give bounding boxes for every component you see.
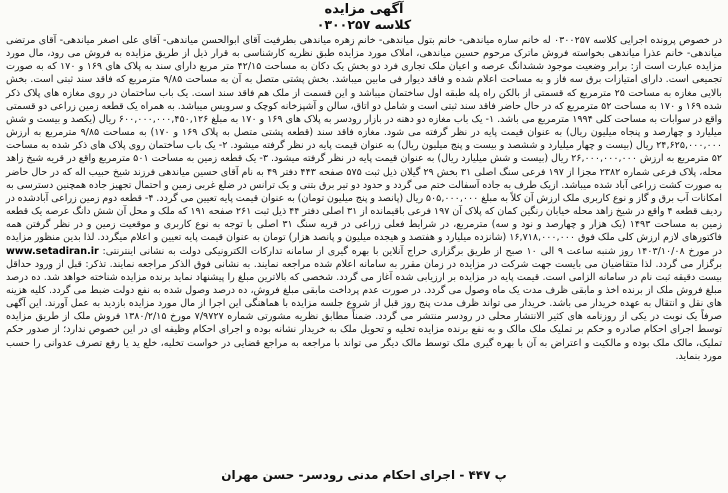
case-number: کلاسه ۰۳۰۰۲۵۷ <box>316 17 412 32</box>
website-link[interactable]: www.setadiran.ir <box>6 245 99 257</box>
notice-title: آگهی مزایده <box>324 2 404 17</box>
notice-body-part-1: در خصوص پرونده اجرایی کلاسه ۰۳۰۰۲۵۷ له خانم ساره میاندهی- خانم بتول میاندهی- خانم زهره میاندهی بطرفیت آقای ابوالحسن میاندهی- آقای علی اصغر میاندهی- آقای مرتضی میاندهی- خانم عذرا میاندهی بخواسته فروش ماترک مرحوم حسین میاندهی، املاک مورد مزایده طبق نظریه کارشناسی به قرار ذیل از طریق مزایده به فروش می رود، مال مورد مزایده عبارت است از: برابر وضعیت موجود ششدانگ عرصه و اعیان ملک تجاری فرد دو بخش یک دکان به مساحت ۴۲/۱۵ متر مربع دارای سند به پلاک های ۱۶۹ و ۱۷۰ که به صورت تجمیعی است. دارای امتیازات برق سه فاز و به مساحت اعلام شده و فاقد دیوار فی مابین میباشد. بخش پشتی متصل به آن به مساحت ۹/۸۵ مترمربع که فاقد سند ثبتی است. بخش بالایی مغازه به مساحت ۲۵ مترمربع که قسمتی از بالکن راه پله طبقه اول ساختمان میباشد و این قسمت از ملک هم فاقد سند است. یک باب ساختمان در روی مغازه های پلاک ذکر شده ۱۶۹ و ۱۷۰ به مساحت ۵۲ مترمربع که در حال حاضر فاقد سند ثبتی است و شامل دو اتاق، سالن و آشپزخانه کوچک و سرویس میباشد. به همراه یک قطعه زمین زراعی دو قسمتی واقع در سوابات به مساحت کلی ۱۹۹۴ مترمربع می باشد. ۱- یک باب مغازه دو دهنه در بازار رودسر به پلاک های ۱۶۹ و ۱۷۰ به مبلغ ۶۰۰,۰۰۰,۰۰۰,۴۵۰,۱۲۶ ریال (یکصد و بیست و شش میلیارد و چهارصد و پنجاه میلیون ریال) به عنوان قیمت پایه در نظر گرفته می شود. مغازه فاقد سند (قطعه پشتی متصل به پلاک ۱۶۹ و ۱۷۰) به مساحت ۹/۸۵ مترمربع به ارزش ۲۴,۶۲۵,۰۰۰,۰۰۰ ریال (بیست و چهار میلیارد و ششصد و بیست و پنج میلیون ریال) به عنوان قیمت پایه در نظر گرفته میشود. ۲- یک باب ساختمان روی پلاک های ذکر شده به مساحت ۵۲ مترمربع به ارزش ۲۶,۰۰۰,۰۰۰,۰۰۰ ریال (بیست و شش میلیارد ریال) به عنوان قیمت پایه در نظر گرفته میشود. ۳- یک قطعه زمین به مساحت ۵۰۱ مترمربع واقع در قریه شیخ زاهد محله، پلاک فرعی شماره ۲۳۸۲ مجزا از ۱۹۷ فرعی سنگ اصلی ۳۱ بخش ۲۹ گیلان ذیل ثبت ۵۷۵ صفحه ۴۴۳ دفتر ۴۹ به نام آقای حسین میاندهی فرزند شیخ حبیب اله که در حال حاضر به صورت کشت زراعی آباد شده میباشد. ازیک طرف به جاده آسفالت ختم می گردد و حدود دو تیر برق بتنی و یک ترانس در ضلع غربی زمین و احتمال تجهیز جاده همچنین دسترسی به امکانات آب برق و گاز و نوع کاربری ملک ارزش آن کلاً به مبلغ ۵۰۵,۰۰۰,۰۰۰ ریال (پانصد و پنج میلیون تومان) به عنوان قیمت پایه تعیین می گردد. ۴- قطعه دوم زمین زراعی آبادشده در ردیف قطعه ۴ واقع در شیخ زاهد محله خیابان رنگین کمان که پلاک آن ۱۹۷ فرعی باقیمانده از ۳۱ اصلی دفتر ۴۴ ذیل ثبت ۲۶۱ صفحه ۱۹۱ که ملک و محل آن شش دانگ عرصه یک قطعه زمین به مساحت ۱۴۹۳ (یک هزار و چهارصد و نود و سه) مترمربع، در شرایط فعلی زراعی در قریه سنگ ۳۱ اصلی با توجه به نوع کاربری و موقعیت زمین و در نظر گرفتن همه فاکتورهای لازم ارزش کلی ملک فوق ۱۶,۷۱۸,۰۰۰,۰۰۰ (شانزده میلیارد و هفتصد و هیجده میلیون و پانصد هزار) تومان به عنوان قیمت پایه تعیین و اعلام میگردد. لذا بدین منظور مزایده در مورخ ۱۴۰۳/۱۰/۰۸ روز شنبه ساعت ۹ الی ۱۰ صبح از طریق برگزاری حراج آنلاین با بهره گیری از سامانه تدارکات الکترونیکی دولت به نشانی اینترنتی: <box>6 35 723 257</box>
notice-body-part-2: برگزار می گردد. لذا متقاضیان می بایست جهت شرکت در مزایده در زمان مقرر به سامانه اعلام شده مراجعه نمایند. به نشانی فوق الذکر مراجعه نمایند. تذکر: قبل از ورود حداقل بیست دقیقه ثبت نام در سامانه الزامی است. قیمت پایه در مزایده بر ارزیابی شده آغاز می گردد. شخصی که بالاترین مبلغ را پیشنهاد نماید برنده مزایده شناخته خواهد شد. ده درصد مبلغ فروش ملک از برنده اخذ و مابقی ظرف مدت یک ماه وصول می گردد. در صورت عدم پرداخت مابقی مبلغ فروش، ده درصد وصول شده به نفع دولت ضبط می گردد. کلیه هزینه های نقل و انتقال به عهده خریدار می باشد. خریدار می تواند ظرف مدت پنج روز قبل از شروع جلسه مزایده با هماهنگی این اجرا از مال مورد مزایده بازدید به عمل آورند. این آگهی صرفاً یک نوبت در یکی از روزنامه های کثیر الانتشار محلی در رودسر منتشر می گردد. ضمناً مطابق نظریه مشورتی شماره ۷/۹۷۲۷ مورخ ۱۳۸۰/۲/۱۵ فروش ملک از طریق مزایده توسط اجرای احکام صادره و حکم بر تملیک ملک مالک و به نفع برنده مزایده تخلیه و تحویل ملک به خریدار نشانه بوده و اجرای احکام وظیفه ای در این خصوص ندارد؛ از صدور حکم تملیک، مالک ملک بوده و مالکیت و اعتراض به آن با بهره گیری ملک توسط مالک دیگر می تواند با مراجعه به مراجع قضایی در خواست تخلیه، خلع ید یا رفع تصرف عدوانی را حسب مورد بنماید. <box>6 258 723 362</box>
notice-body <box>6 34 722 363</box>
notice-footer: پ ۴۴۷ - اجرای احکام مدنی رودسر- حسن مهران <box>221 468 507 482</box>
